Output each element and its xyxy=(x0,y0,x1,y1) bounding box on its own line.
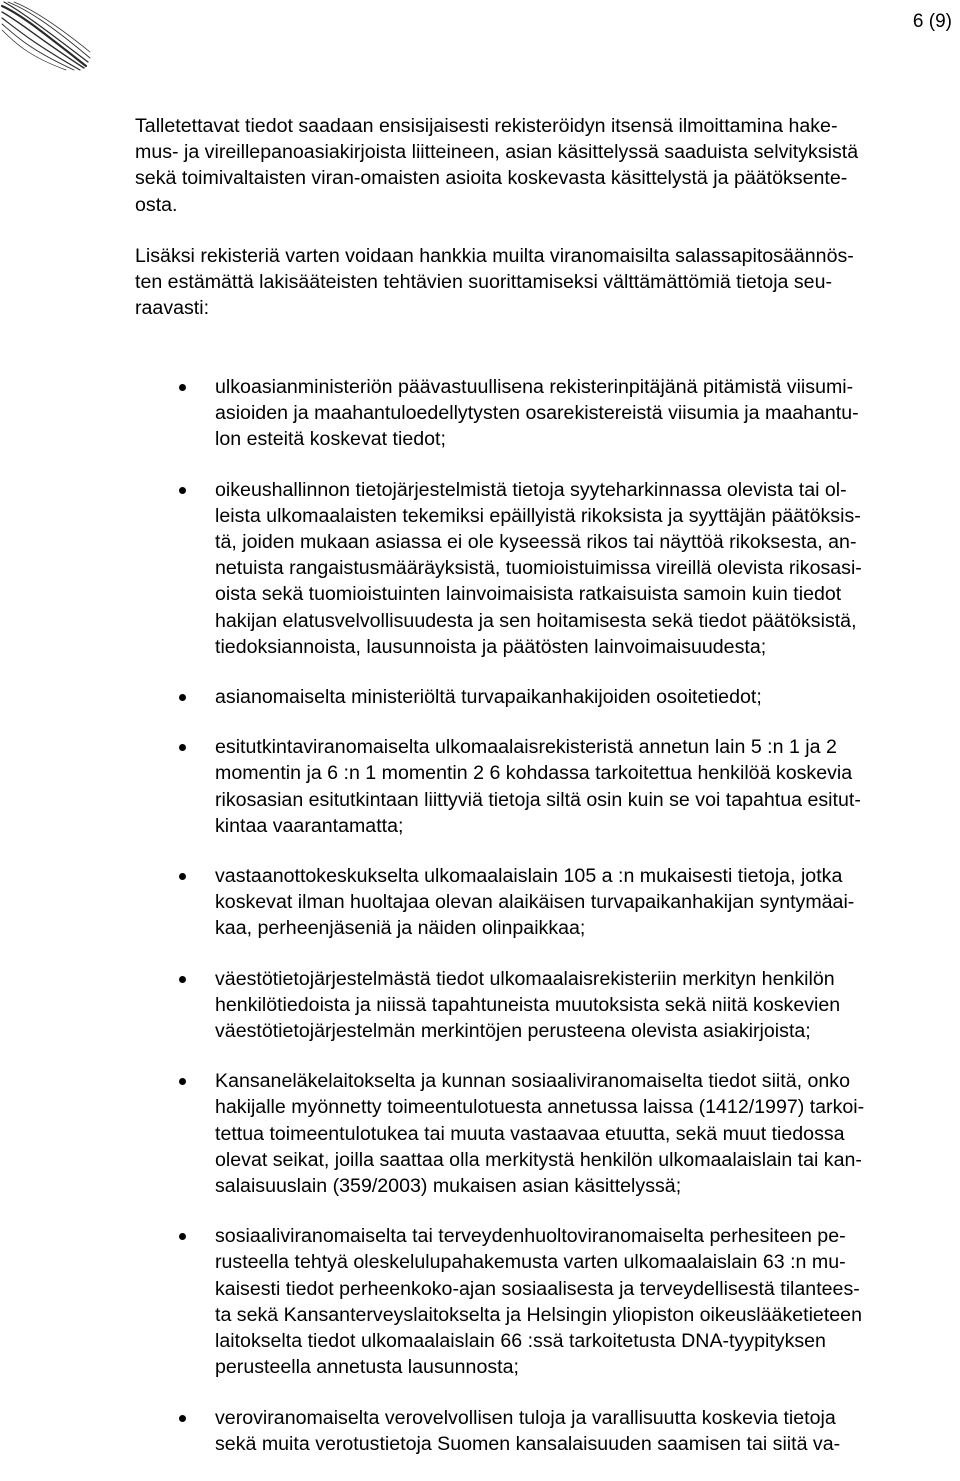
bullet-icon xyxy=(179,744,186,751)
list-item xyxy=(0,684,960,710)
list-item xyxy=(0,1068,960,1199)
list-item-text: väestötietojärjestelmästä tiedot ulkomaalaisrekisteriin merkityn henkilön henkilötiedoista ja niissä tapahtuneista muutoksista sekä niitä koskevien väestötietojärjestelmän merkintöjen perusteena olevista asiakirjoista; xyxy=(215,967,841,1043)
paragraph-intro: Talletettavat tiedot saadaan ensisijaisesti rekisteröidyn itsensä ilmoittamina hake- mus- ja vireillepanoasiakirjoista liitteineen, asian käsittelyssä saaduista selvityksistä sekä toimivaltaisten viran-omaisten asioita koskevasta käsittelystä ja päätöksente- osta. xyxy=(135,115,859,216)
bullet-icon xyxy=(179,694,186,701)
list-item-text: sosiaaliviranomaiselta tai terveydenhuoltoviranomaiselta perhesiteen pe- rusteella tehtyä oleskelulupahakemusta varten ulkomaalaislain 63 :n mu- kaisesti tiedot perheenkoko-ajan sosiaalisesta ja terveydellisestä tilantees- ta sekä Kansanterveyslaitokselta ja Helsingin yliopiston oikeuslääketieteen laitokselta tiedot ulkomaalaislain 66 :ssä tarkoitetusta DNA-tyypityksen perusteella annetusta lausunnosta; xyxy=(215,1225,862,1379)
bullet-list xyxy=(0,374,960,1481)
list-item-text: asianomaiselta ministeriöltä turvapaikanhakijoiden osoitetiedot; xyxy=(215,686,762,709)
list-item-text: veroviranomaiselta verovelvollisen tuloja ja varallisuutta koskevia tietoja sekä muita verotustietoja Suomen kansalaisuuden saamisen tai siitä va- xyxy=(215,1406,841,1455)
bullet-icon xyxy=(179,1078,186,1085)
list-item xyxy=(0,863,960,942)
bullet-icon xyxy=(179,1415,186,1422)
page-number: 6 (9) xyxy=(912,11,952,32)
bullet-icon xyxy=(179,873,186,880)
swoosh-feather-logo-icon xyxy=(0,0,92,72)
list-item xyxy=(0,477,960,660)
list-item xyxy=(0,374,960,453)
list-item-text: ulkoasianministeriön päävastuullisena rekisterinpitäjänä pitämistä viisumi- asioiden ja maahantuloedellytysten osarekistereistä viisumia ja maahantu- lon esteitä koskevat tiedot; xyxy=(215,376,859,451)
paragraph-additional: Lisäksi rekisteriä varten voidaan hankkia muilta viranomaisilta salassapitosäännös- ten estämättä lakisääteisten tehtävien suorittamiseksi välttämättömiä tietoja seu- raavasti: xyxy=(135,245,854,320)
list-item-text: esitutkintaviranomaiselta ulkomaalaisrekisteristä annetun lain 5 :n 1 ja 2 momentin ja 6 :n 1 momentin 2 6 kohdassa tarkoitettua henkilöä koskevia rikosasian esitutkintaan liittyviä tietoja siltä osin kuin se voi tapahtua esitut- kintaa vaarantamatta; xyxy=(215,736,861,837)
bullet-icon xyxy=(179,976,186,983)
list-item-text: vastaanottokeskukselta ulkomaalaislain 105 a :n mukaisesti tietoja, jotka koskevat ilman huoltajaa olevan alaikäisen turvapaikanhakijan syntymäai- kaa, perheenjäseniä ja näiden olinpaikkaa; xyxy=(215,865,855,940)
bullet-icon xyxy=(179,1233,186,1240)
list-item xyxy=(0,966,960,1045)
bullet-icon xyxy=(179,487,186,494)
bullet-icon xyxy=(179,384,186,391)
list-item xyxy=(0,734,960,839)
list-item xyxy=(0,1223,960,1380)
list-item xyxy=(0,1405,960,1457)
list-item-text: Kansaneläkelaitokselta ja kunnan sosiaaliviranomaiselta tiedot siitä, onko hakijalle myönnetty toimeentulotuesta annetussa laissa (1412/1997) tarkoi- tettua toimeentulotukea tai muuta vastaavaa etuutta, sekä muut tiedossa olevat seikat, joilla saattaa olla merkitystä henkilön ulkomaalaislain tai kan- salaisuuslain (359/2003) mukaisen asian käsittelyssä; xyxy=(215,1070,865,1198)
list-item-text: oikeushallinnon tietojärjestelmistä tietoja syyteharkinnassa olevista tai ol- leista ulkomaalaisten tekemiksi epäillyistä rikoksista ja syyttäjän päätöksis- tä, joiden mukaan asiassa ei ole kyseessä rikos tai näyttöä rikoksesta, an- netuista rangaistusmääräyksistä, tuomioistuimissa vireillä olevista rikosasi- oista sekä tuomioistuinten lainvoimaisista ratkaisuista samoin kuin tiedot hakijan elatusvelvollisuudesta ja sen hoitamisesta sekä tiedot päätöksistä, tiedoksiannoista, lausunnoista ja päätösten lainvoimaisuudesta; xyxy=(215,478,862,658)
